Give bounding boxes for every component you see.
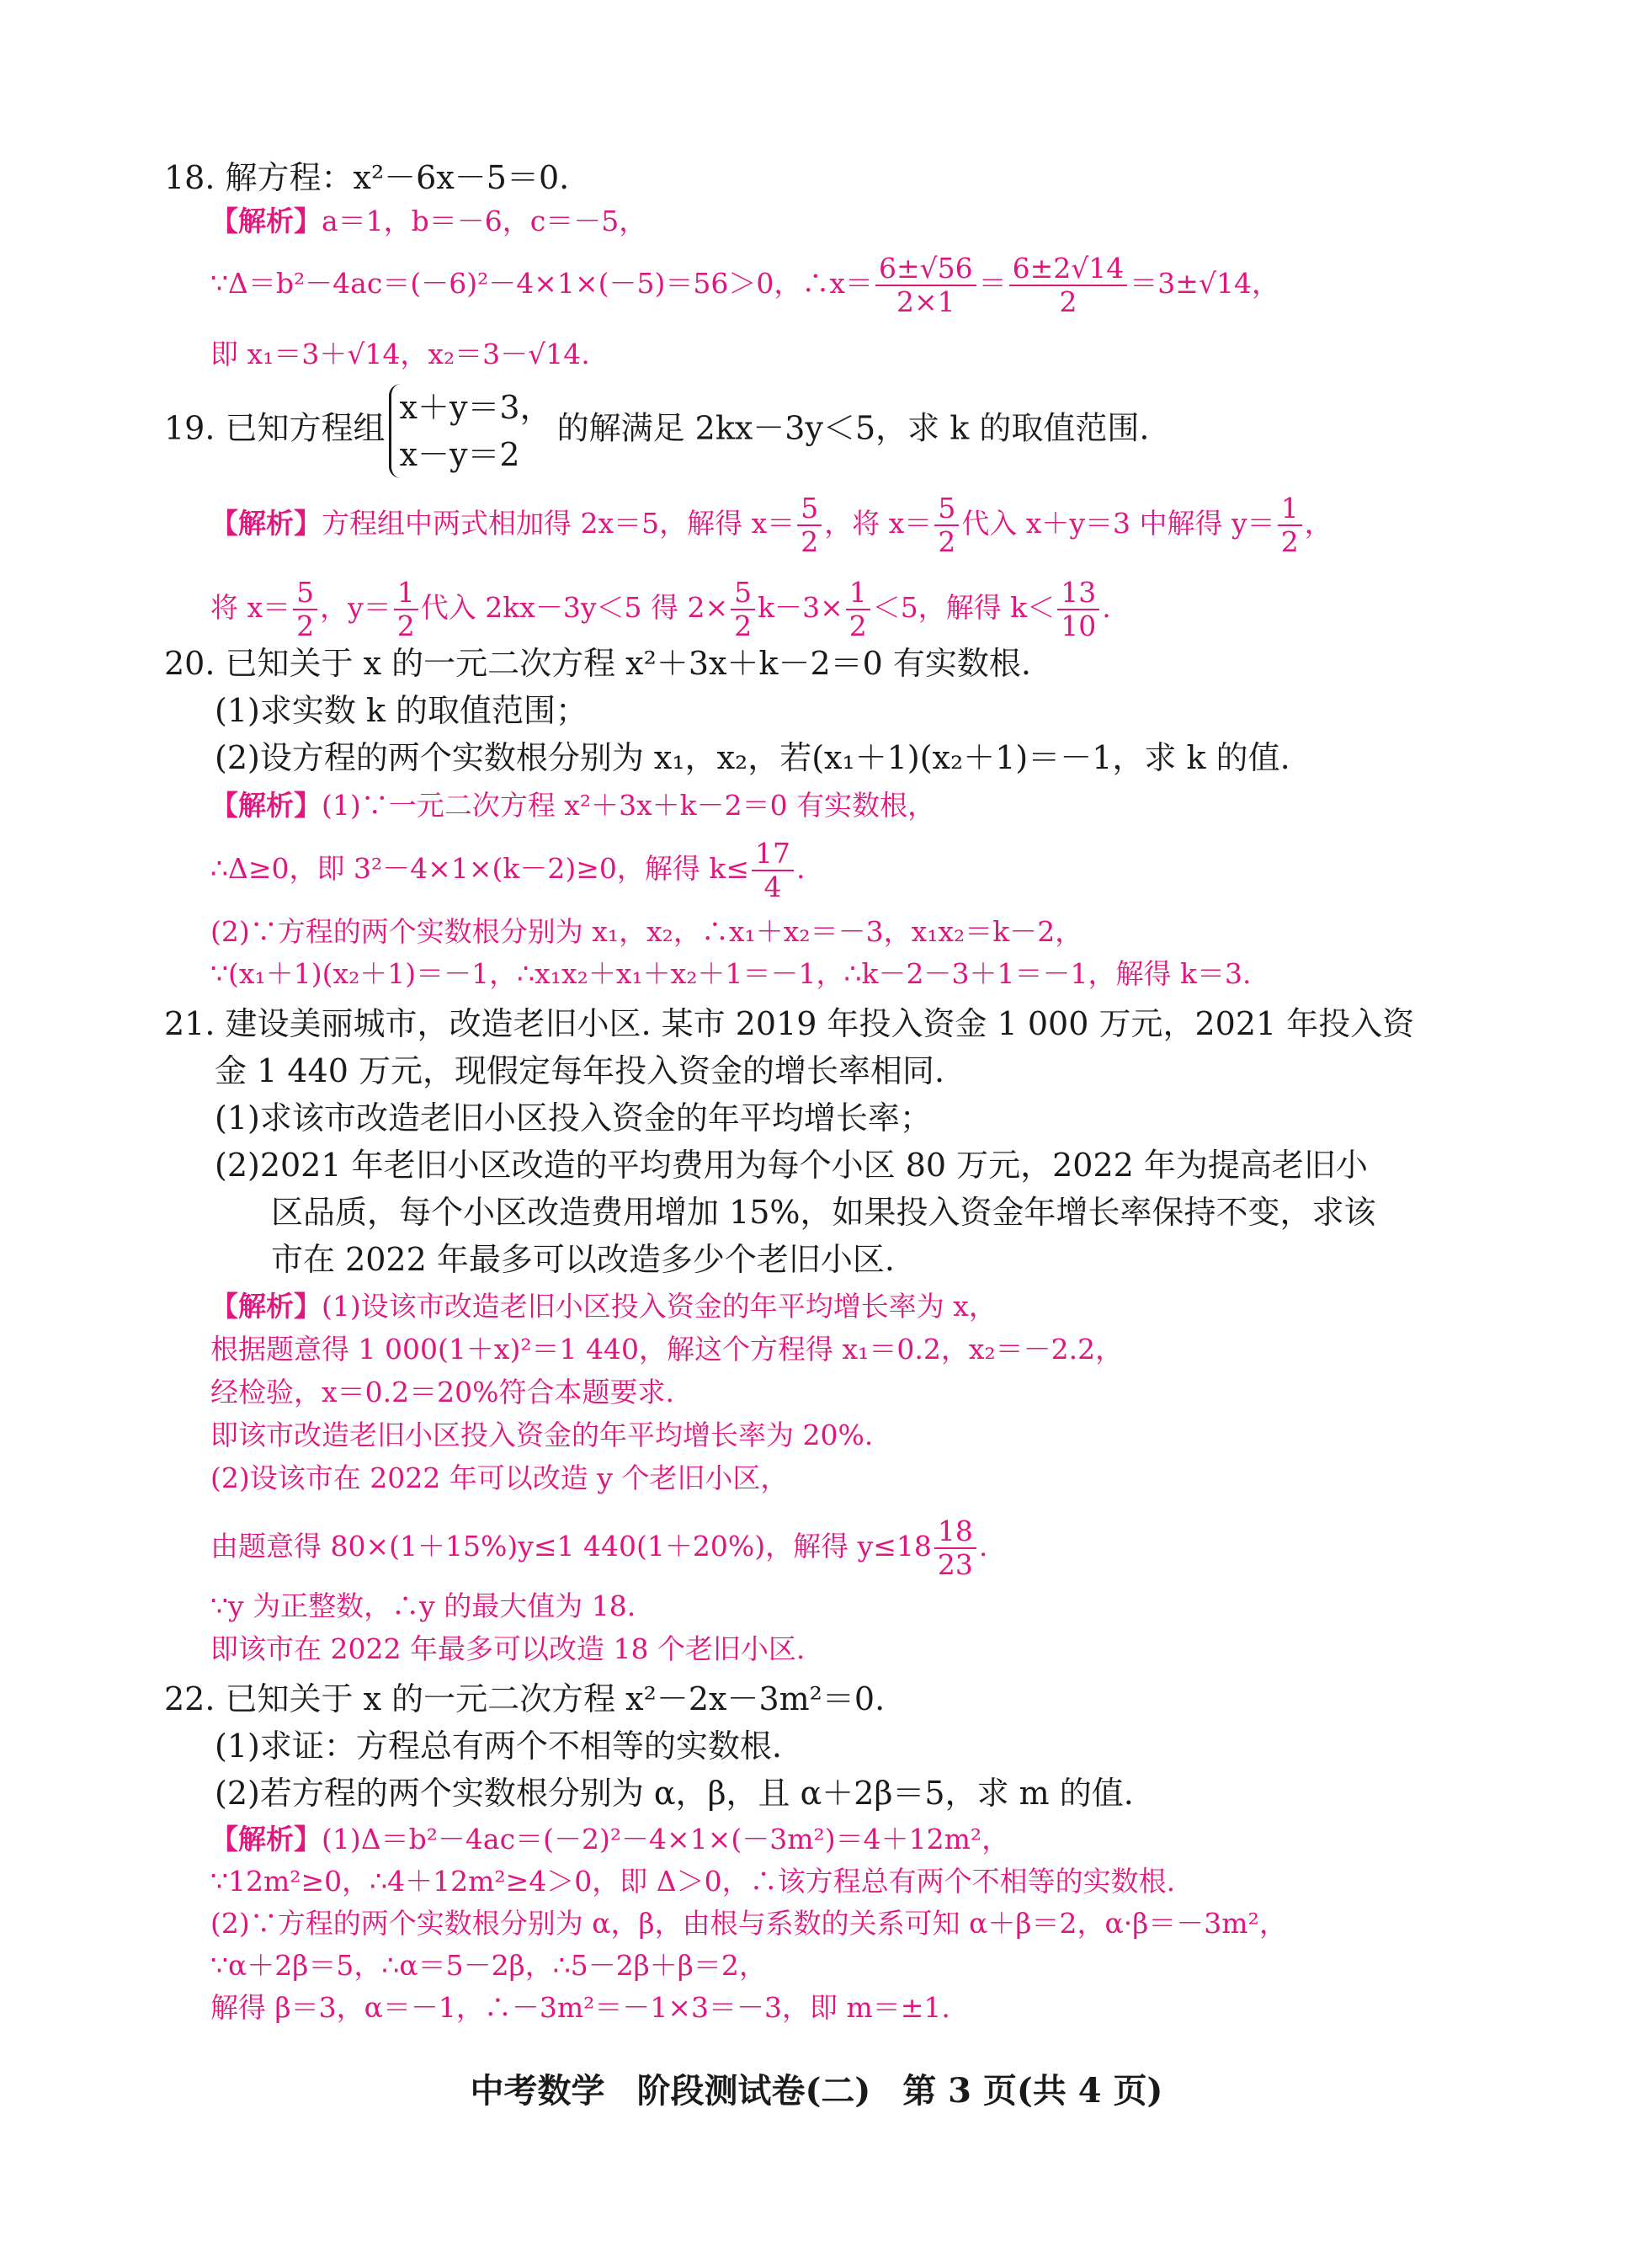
question-21-part-2-line-3: 市在 2022 年最多可以改造多少个老旧小区. bbox=[271, 1241, 895, 1278]
denominator: 2 bbox=[296, 609, 315, 642]
numerator: 1 bbox=[846, 577, 870, 610]
q22-solution-line-3: (2)∵方程的两个实数根分别为 α，β，由根与系数的关系可知 α＋β＝2，α·β＝－3m²， bbox=[210, 1907, 1287, 1940]
footer-subject: 中考数学 bbox=[470, 2071, 605, 2111]
q19-pre: 19. 已知方程组 bbox=[164, 409, 386, 447]
footer-test-name: 阶段测试卷(二) bbox=[636, 2071, 871, 2111]
q20-solution-line-1 bbox=[210, 785, 935, 827]
solution-tag: 【解析】 bbox=[210, 789, 322, 822]
page-footer bbox=[0, 2064, 1633, 2112]
denominator: 2 bbox=[848, 609, 867, 642]
q19-s1c: 代入 x＋y＝3 中解得 y＝ bbox=[961, 506, 1275, 540]
denominator: 4 bbox=[763, 870, 782, 903]
fraction bbox=[846, 577, 870, 642]
q19-s2b: ，y＝ bbox=[320, 590, 391, 624]
q20-s2b: . bbox=[796, 851, 806, 885]
footer-page-number: 第 3 页(共 4 页) bbox=[902, 2071, 1163, 2111]
question-18-stem: 18. 解方程：x²－6x－5＝0. bbox=[164, 159, 570, 196]
numerator: 5 bbox=[934, 492, 959, 526]
q19-s2f: . bbox=[1102, 590, 1111, 624]
denominator: 2×1 bbox=[896, 285, 955, 318]
q21-solution-line-7: ∵y 为正整数，∴y 的最大值为 18. bbox=[210, 1589, 636, 1622]
denominator: 2 bbox=[938, 524, 956, 558]
q21-solution-line-3: 经检验，x＝0.2＝20%符合本题要求. bbox=[210, 1376, 674, 1408]
q22-solution-line-4: ∵α＋2β＝5，∴α＝5－2β，∴5－2β＋β＝2， bbox=[210, 1949, 767, 1982]
q21-solution-line-6 bbox=[210, 1515, 987, 1581]
fraction bbox=[1278, 492, 1302, 558]
equation-1: x＋y＝3， bbox=[399, 389, 552, 426]
q18-s2c: ＝3±√14， bbox=[1130, 266, 1279, 300]
q21-s1: (1)设该市改造老旧小区投入资金的年平均增长率为 x， bbox=[322, 1290, 997, 1323]
question-20-stem: 20. 已知关于 x 的一元二次方程 x²＋3x＋k－2＝0 有实数根. bbox=[164, 645, 1031, 682]
q18-s2a: ∵Δ＝b²－4ac＝(－6)²－4×1×(－5)＝56＞0，∴x＝ bbox=[210, 266, 873, 300]
fraction bbox=[394, 577, 418, 642]
q19-s2a: 将 x＝ bbox=[210, 590, 291, 624]
q19-s2c: 代入 2kx－3y＜5 得 2× bbox=[420, 590, 729, 624]
numerator: 5 bbox=[731, 577, 755, 610]
numerator: 13 bbox=[1057, 577, 1099, 610]
question-19-stem bbox=[164, 384, 1149, 478]
denominator: 2 bbox=[1280, 524, 1299, 558]
q20-solution-line-3: (2)∵方程的两个实数根分别为 x₁，x₂，∴x₁＋x₂＝－3，x₁x₂＝k－2， bbox=[210, 915, 1083, 948]
numerator: 5 bbox=[293, 577, 317, 610]
fraction bbox=[875, 253, 976, 318]
question-22-part-2: (2)若方程的两个实数根分别为 α，β，且 α＋2β＝5，求 m 的值. bbox=[215, 1775, 1134, 1812]
fraction bbox=[934, 1515, 976, 1581]
numerator: 1 bbox=[1278, 492, 1302, 526]
q19-solution-line-2 bbox=[210, 577, 1111, 642]
denominator: 2 bbox=[801, 524, 819, 558]
denominator: 23 bbox=[937, 1547, 973, 1581]
equation-system bbox=[389, 384, 552, 478]
q21-solution-line-5: (2)设该市在 2022 年可以改造 y 个老旧小区， bbox=[210, 1461, 789, 1494]
q19-s1a: 方程组中两式相加得 2x＝5，解得 x＝ bbox=[322, 506, 795, 540]
numerator: 1 bbox=[394, 577, 418, 610]
numerator: 17 bbox=[752, 838, 794, 871]
fraction bbox=[752, 838, 794, 903]
solution-tag: 【解析】 bbox=[210, 1823, 322, 1855]
denominator: 2 bbox=[734, 609, 753, 642]
denominator: 10 bbox=[1061, 609, 1097, 642]
numerator: 6±√56 bbox=[875, 253, 976, 286]
numerator: 5 bbox=[797, 492, 822, 526]
question-22-part-1: (1)求证：方程总有两个不相等的实数根. bbox=[215, 1728, 782, 1765]
q21-s6b: . bbox=[978, 1529, 988, 1563]
q22-solution-line-5: 解得 β＝3，α＝－1，∴－3m²＝－1×3＝－3，即 m＝±1. bbox=[210, 1991, 950, 2024]
fraction bbox=[1057, 577, 1099, 642]
question-21-part-2-line-1: (2)2021 年老旧小区改造的平均费用为每个小区 80 万元，2022 年为提高老旧小 bbox=[215, 1147, 1368, 1184]
question-20-part-2: (2)设方程的两个实数根分别为 x₁，x₂，若(x₁＋1)(x₂＋1)＝－1，求 k 的值. bbox=[215, 739, 1290, 776]
q21-solution-line-1 bbox=[210, 1286, 997, 1328]
numerator: 18 bbox=[934, 1515, 976, 1549]
q19-s2e: ＜5，解得 k＜ bbox=[872, 590, 1056, 624]
denominator: 2 bbox=[396, 609, 415, 642]
fraction bbox=[1009, 253, 1128, 318]
q18-solution-line-1 bbox=[210, 200, 646, 242]
equation-2: x－y＝2 bbox=[399, 436, 520, 473]
q20-s1: (1)∵一元二次方程 x²＋3x＋k－2＝0 有实数根， bbox=[322, 789, 936, 822]
question-21-line-2: 金 1 440 万元，现假定每年投入资金的增长率相同. bbox=[215, 1052, 945, 1089]
fraction bbox=[934, 492, 959, 558]
q18-s2b: ＝ bbox=[978, 266, 1007, 300]
q19-s1b: ，将 x＝ bbox=[824, 506, 933, 540]
q19-s2d: k－3× bbox=[758, 590, 843, 624]
solution-tag: 【解析】 bbox=[210, 205, 322, 237]
q20-solution-line-4: ∵(x₁＋1)(x₂＋1)＝－1，∴x₁x₂＋x₁＋x₂＋1＝－1，∴k－2－3＋1＝－1，解得 k＝3. bbox=[210, 957, 1252, 990]
solution-tag: 【解析】 bbox=[210, 506, 322, 540]
fraction bbox=[731, 577, 755, 642]
q18-solution-line-2 bbox=[210, 253, 1279, 318]
fraction bbox=[797, 492, 822, 558]
q22-solution-line-1 bbox=[210, 1818, 1009, 1861]
question-20-part-1: (1)求实数 k 的取值范围； bbox=[215, 692, 588, 729]
q19-post: 的解满足 2kx－3y＜5，求 k 的取值范围. bbox=[556, 409, 1150, 447]
q18-s1: a＝1，b＝－6，c＝－5， bbox=[322, 205, 647, 237]
solution-tag: 【解析】 bbox=[210, 1290, 322, 1323]
q21-solution-line-8: 即该市在 2022 年最多可以改造 18 个老旧小区. bbox=[210, 1632, 806, 1665]
q19-solution-line-1 bbox=[210, 492, 1332, 558]
q22-solution-line-2: ∵12m²≥0，∴4＋12m²≥4＞0，即 Δ＞0，∴该方程总有两个不相等的实数根. bbox=[210, 1865, 1176, 1898]
question-22-stem: 22. 已知关于 x 的一元二次方程 x²－2x－3m²＝0. bbox=[164, 1680, 886, 1717]
fraction bbox=[293, 577, 317, 642]
q20-s2a: ∴Δ≥0，即 3²－4×1×(k－2)≥0，解得 k≤ bbox=[210, 851, 750, 885]
question-21-part-1: (1)求该市改造老旧小区投入资金的年平均增长率； bbox=[215, 1099, 932, 1137]
denominator: 2 bbox=[1059, 285, 1077, 318]
q19-s1d: ， bbox=[1304, 506, 1332, 540]
q21-solution-line-2: 根据题意得 1 000(1＋x)²＝1 440，解这个方程得 x₁＝0.2，x₂＝－2.2， bbox=[210, 1333, 1124, 1366]
numerator: 6±2√14 bbox=[1009, 253, 1128, 286]
question-21-line-1: 21. 建设美丽城市，改造老旧小区. 某市 2019 年投入资金 1 000 万元，2021 年投入资 bbox=[164, 1005, 1415, 1042]
question-21-part-2-line-2: 区品质，每个小区改造费用增加 15%，如果投入资金年增长率保持不变，求该 bbox=[271, 1194, 1376, 1231]
q20-solution-line-2 bbox=[210, 838, 806, 903]
q18-solution-line-3: 即 x₁＝3＋√14，x₂＝3－√14. bbox=[210, 338, 590, 370]
q21-solution-line-4: 即该市改造老旧小区投入资金的年平均增长率为 20%. bbox=[210, 1419, 874, 1451]
q21-s6a: 由题意得 80×(1＋15%)y≤1 440(1＋20%)，解得 y≤18 bbox=[210, 1529, 932, 1563]
q22-s1: (1)Δ＝b²－4ac＝(－2)²－4×1×(－3m²)＝4＋12m²， bbox=[322, 1823, 1010, 1855]
